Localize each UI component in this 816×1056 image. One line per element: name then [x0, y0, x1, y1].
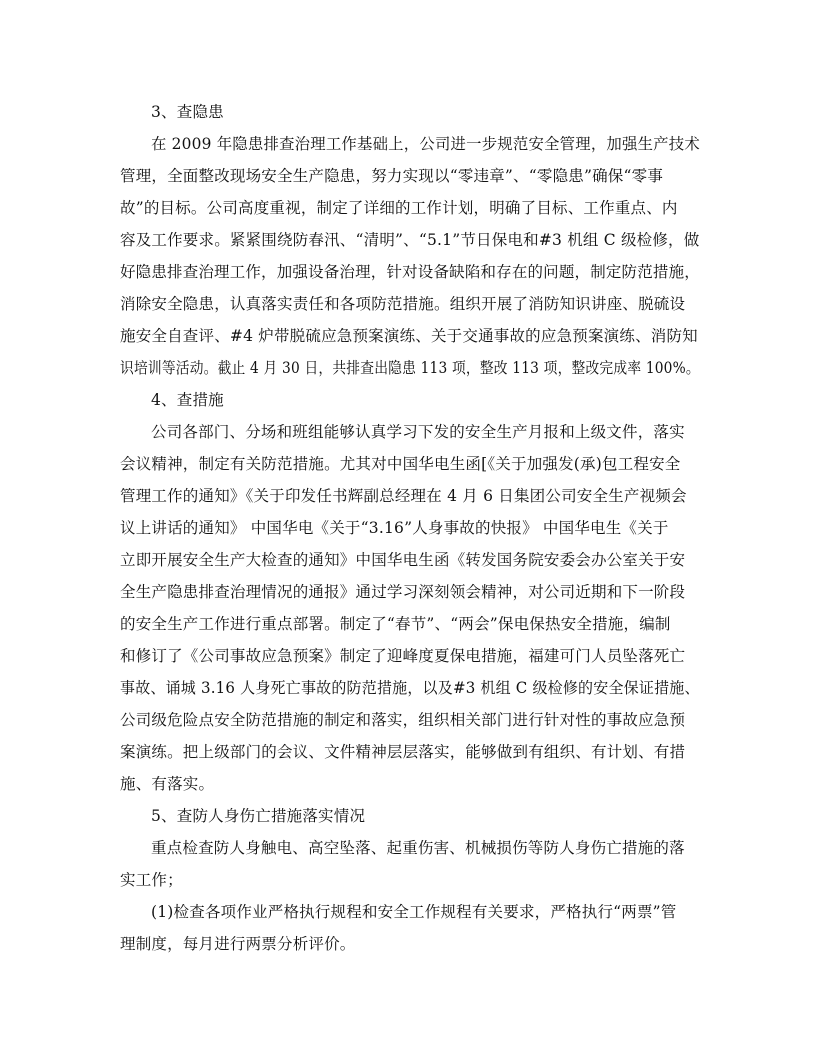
section-4-line: 全生产隐患排查治理情况的通报》通过学习深刻领会精神，对公司近期和下一阶段: [120, 583, 686, 601]
section-4-line: 管理工作的通知》《关于印发任书辉副总经理在 4 月 6 日集团公司安全生产视频会: [120, 487, 687, 505]
section-4-line: 议上讲话的通知》 中国华电《关于“3.16”人身事故的快报》 中国华电生《关于: [120, 519, 669, 537]
section-3-line: 在 2009 年隐患排查治理工作基础上，公司进一步规范安全管理，加强生产技术: [151, 135, 700, 153]
section-4-line: 案演练。把上级部门的会议、文件精神层层落实，能够做到有组织、有计划、有措: [120, 743, 686, 761]
section-4-line: 公司级危险点安全防范措施的制定和落实，组织相关部门进行针对性的事故应急预: [120, 711, 686, 729]
section-3-heading: 3、查隐患: [151, 103, 224, 121]
section-3-line: 消除安全隐患，认真落实责任和各项防范措施。组织开展了消防知识讲座、脱硫设: [120, 295, 686, 313]
section-3-line: 容及工作要求。紧紧围绕防春汛、“清明”、“5.1”节日保电和#3 机组 C 级检修，做: [120, 231, 700, 249]
section-3-line: 好隐患排查治理工作，加强设备治理，针对设备缺陷和存在的问题，制定防范措施，: [120, 263, 700, 281]
section-4-line: 公司各部门、分场和班组能够认真学习下发的安全生产月报和上级文件，落实: [151, 423, 685, 441]
section-4-line: 会议精神，制定有关防范措施。尤其对中国华电生函[《关于加强发(承)包工程安全: [120, 455, 681, 473]
section-4-line: 事故、诵城 3.16 人身死亡事故的防范措施，以及#3 机组 C 级检修的安全保证措施、: [120, 679, 700, 697]
section-3-line: 施安全自查评、#4 炉带脱硫应急预案演练、关于交通事故的应急预案演练、消防知: [120, 327, 698, 345]
section-4-line: 施、有落实。: [120, 775, 215, 793]
section-5-heading: 5、查防人身伤亡措施落实情况: [151, 807, 366, 825]
section-4-line: 的安全生产工作进行重点部署。制定了“春节”、“两会”保电保热安全措施，编制: [120, 615, 671, 633]
section-3-line: 故”的目标。公司高度重视，制定了详细的工作计划，明确了目标、工作重点、内: [120, 199, 678, 217]
section-5-line: 理制度，每月进行两票分析评价。: [120, 935, 356, 953]
section-3-line: 管理，全面整改现场安全生产隐患，努力实现以“零违章”、“零隐患”确保“零事: [120, 167, 664, 185]
section-5-line: (1)检查各项作业严格执行规程和安全工作规程有关要求，严格执行“两票”管: [151, 903, 677, 921]
section-4-heading: 4、查措施: [151, 391, 224, 409]
section-5-line: 实工作；: [120, 871, 183, 889]
section-4-line: 和修订了《公司事故应急预案》制定了迎峰度夏保电措施，福建可门人员坠落死亡: [120, 647, 686, 665]
section-3-line: 识培训等活动。截止 4 月 30 日，共排查出隐患 113 项，整改 113 项，整改完成率 100%。: [120, 359, 700, 377]
section-5-line: 重点检查防人身触电、高空坠落、起重伤害、机械损伤等防人身伤亡措施的落: [151, 839, 685, 857]
section-4-line: 立即开展安全生产大检查的通知》中国华电生函《转发国务院安委会办公室关于安: [120, 551, 686, 569]
